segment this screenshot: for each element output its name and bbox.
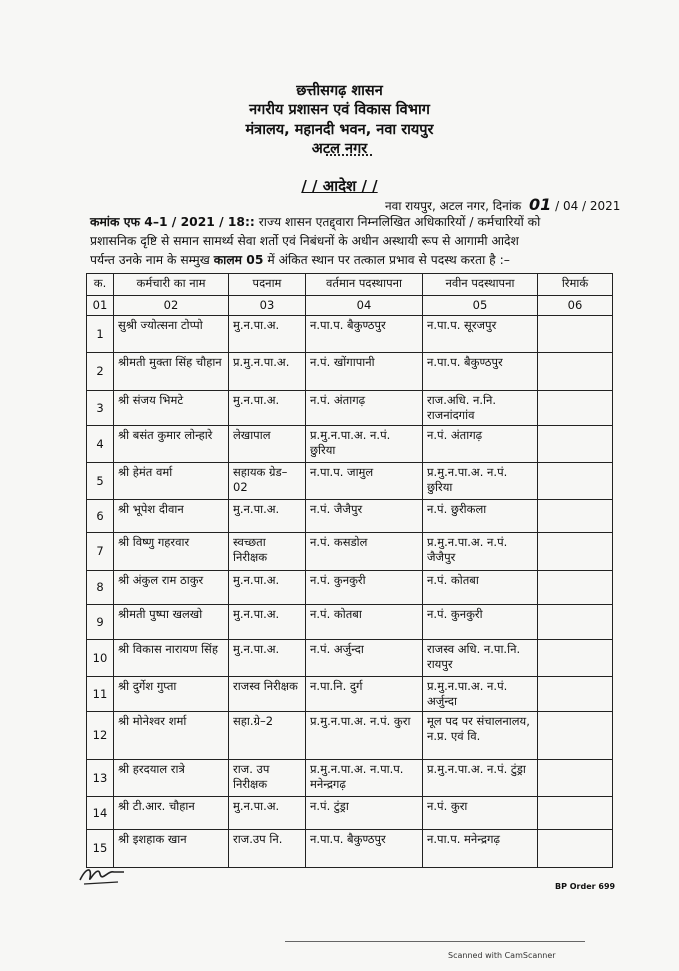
col-header-new: नवीन पदस्थापना [423,274,538,296]
order-reference: कमांक एफ 4–1 / 2021 / 18:: [90,215,255,229]
cell-name: श्री संजय भिमटे [114,391,229,426]
cell-current: न.पा.प. बैकुण्ठपुर [306,316,423,353]
cell-sn: 5 [87,463,114,500]
cell-post: मु.न.पा.अ. [229,605,306,640]
cell-current: न.पा.नि. दुर्ग [306,677,423,712]
cell-name: श्री दुर्गेश गुप्ता [114,677,229,712]
cell-new: न.पा.प. सूरजपुर [423,316,538,353]
cell-sn: 3 [87,391,114,426]
order-paragraph-line-2: प्रशासनिक दृष्टि से समान सामर्थ्य सेवा शर्तो एवं निबंधनों के अधीन अस्थायी रूप से आगामी आदेश [90,234,519,248]
table-row [87,353,613,391]
cell-new: न.पं. कुरा [423,797,538,830]
date-day: 01 [529,195,552,214]
cell-sn: 6 [87,500,114,533]
cell-post: सहा.ग्रे–2 [229,712,306,760]
col-number: 05 [423,296,538,316]
cell-remark [538,571,613,605]
order-paragraph-line-3 [90,251,612,270]
cell-remark [538,500,613,533]
cell-current: न.पं. कसडोल [306,533,423,571]
cell-new: न.पं. कोतबा [423,571,538,605]
cell-current: न.पं. अंतागढ़ [306,391,423,426]
paragraph-text-1: राज्य शासन एतद्द्वारा निम्नलिखित अधिकारियों / कर्मचारियों को [258,215,541,229]
cell-post: सहायक ग्रेड–02 [229,463,306,500]
col-number: 06 [538,296,613,316]
cell-current: न.पा.प. जामुल [306,463,423,500]
cell-sn: 9 [87,605,114,640]
cell-remark [538,712,613,760]
cell-remark [538,760,613,797]
cell-post: मु.न.पा.अ. [229,640,306,677]
table-row [87,760,613,797]
cell-new: न.पं. छुरीकला [423,500,538,533]
cell-new: न.पा.प. बैकुण्ठपुर [423,353,538,391]
cell-sn: 13 [87,760,114,797]
cell-current: न.पं. टुंड्रा [306,797,423,830]
cell-post: मु.न.पा.अ. [229,500,306,533]
header-address: मंत्रालय, महानदी भवन, नवा रायपुर [245,122,434,138]
cell-post: मु.न.पा.अ. [229,391,306,426]
cell-remark [538,640,613,677]
cell-post: स्वच्छता निरीक्षक [229,533,306,571]
cell-name: श्री अंकुल राम ठाकुर [114,571,229,605]
table-row [87,571,613,605]
cell-current: प्र.मु.न.पा.अ. न.पं. कुरा [306,712,423,760]
col-header-post: पदनाम [229,274,306,296]
cell-remark [538,463,613,500]
cell-current: न.पं. जैजैपुर [306,500,423,533]
cell-remark [538,533,613,571]
table-row [87,316,613,353]
header-department: नगरीय प्रशासन एवं विकास विभाग [249,102,430,118]
camscanner-watermark: Scanned with CamScanner [448,951,556,960]
cell-current: न.पं. कोतबा [306,605,423,640]
cell-post: प्र.मु.न.पा.अ. [229,353,306,391]
cell-remark [538,605,613,640]
col-header-current: वर्तमान पदस्थापना [306,274,423,296]
bp-order-label: BP Order 699 [555,882,616,891]
header-divider [326,154,372,156]
cell-remark [538,677,613,712]
cell-name: श्री हरदयाल रात्रे [114,760,229,797]
cell-remark [538,391,613,426]
col-number: 04 [306,296,423,316]
cell-new: प्र.मु.न.पा.अ. न.पं. छुरिया [423,463,538,500]
col-number: 02 [114,296,229,316]
table-row [87,500,613,533]
col-number: 01 [87,296,114,316]
table-header-row [87,274,613,296]
table-row [87,391,613,426]
cell-sn: 1 [87,316,114,353]
paragraph-text-3b: में अंकित स्थान पर तत्काल प्रभाव से पदस्थ करता है :– [267,253,510,267]
cell-post: राज. उप निरीक्षक [229,760,306,797]
column-reference: कालम 05 [213,253,264,267]
cell-new: प्र.मु.न.पा.अ. न.पं. टुंड्रा [423,760,538,797]
transfer-table [86,273,613,868]
cell-remark [538,316,613,353]
col-header-remark: रिमार्क [538,274,613,296]
order-title: / / आदेश / / [301,177,378,195]
cell-new: न.पं. अंतागढ़ [423,426,538,463]
date-prefix: नवा रायपुर, अटल नगर, दिनांक [385,199,522,213]
cell-new: राज.अधि. न.नि. राजनांदगांव [423,391,538,426]
table-row [87,797,613,830]
cell-sn: 14 [87,797,114,830]
cell-post: मु.न.पा.अ. [229,797,306,830]
date-line [385,195,620,214]
order-paragraph-line-1 [90,213,612,232]
header-city: अटल नगर [311,141,368,157]
table-row [87,463,613,500]
table-row [87,426,613,463]
cell-name: श्री टी.आर. चौहान [114,797,229,830]
cell-current: प्र.मु.न.पा.अ. न.पा.प. मनेन्द्रगढ़ [306,760,423,797]
cell-post: लेखापाल [229,426,306,463]
table-row [87,605,613,640]
cell-current: न.पा.प. बैकुण्ठपुर [306,830,423,868]
cell-name: श्री मोनेश्वर शर्मा [114,712,229,760]
col-number: 03 [229,296,306,316]
cell-current: न.पं. खोंगापानी [306,353,423,391]
cell-remark [538,353,613,391]
col-header-name: कर्मचारी का नाम [114,274,229,296]
cell-name: श्री बसंत कुमार लोन्हारे [114,426,229,463]
cell-new: प्र.मु.न.पा.अ. न.पं. जैजैपुर [423,533,538,571]
cell-name: श्री विकास नारायण सिंह [114,640,229,677]
cell-new: न.पं. कुनकुरी [423,605,538,640]
signature-mark [78,860,128,888]
cell-sn: 15 [87,830,114,868]
cell-name: सुश्री ज्योत्सना टोप्पो [114,316,229,353]
cell-sn: 4 [87,426,114,463]
cell-sn: 12 [87,712,114,760]
cell-new: राजस्व अधि. न.पा.नि. रायपुर [423,640,538,677]
table-row [87,677,613,712]
cell-remark [538,426,613,463]
table-row [87,830,613,868]
table-body [87,316,613,868]
cell-post: मु.न.पा.अ. [229,316,306,353]
column-number-row [87,296,613,316]
cell-name: श्री इशहाक खान [114,830,229,868]
cell-current: प्र.मु.न.पा.अ. न.पं. छुरिया [306,426,423,463]
cell-post: मु.न.पा.अ. [229,571,306,605]
cell-new: न.पा.प. मनेन्द्रगढ़ [423,830,538,868]
cell-sn: 7 [87,533,114,571]
cell-name: श्री विष्णु गहरवार [114,533,229,571]
cell-name: श्रीमती पुष्पा खलखो [114,605,229,640]
cell-sn: 2 [87,353,114,391]
cell-remark [538,830,613,868]
cell-remark [538,797,613,830]
cell-name: श्रीमती मुक्ता सिंह चौहान [114,353,229,391]
cell-new: प्र.मु.न.पा.अ. न.पं. अर्जुन्दा [423,677,538,712]
col-header-sn: क. [87,274,114,296]
cell-current: न.पं. कुनकुरी [306,571,423,605]
table-row [87,533,613,571]
date-rest: / 04 / 2021 [555,199,621,213]
cell-sn: 11 [87,677,114,712]
cell-sn: 8 [87,571,114,605]
cell-new: मूल पद पर संचालनालय, न.प्र. एवं वि. [423,712,538,760]
cell-name: श्री भूपेश दीवान [114,500,229,533]
cell-sn: 10 [87,640,114,677]
cell-post: राज.उप नि. [229,830,306,868]
scanner-line [285,941,585,942]
table-row [87,712,613,760]
table-row [87,640,613,677]
cell-post: राजस्व निरीक्षक [229,677,306,712]
header-government: छत्तीसगढ़ शासन [296,83,383,99]
cell-current: न.पं. अर्जुन्दा [306,640,423,677]
cell-name: श्री हेमंत वर्मा [114,463,229,500]
paragraph-text-3a: पर्यन्त उनके नाम के सम्मुख [90,253,210,267]
